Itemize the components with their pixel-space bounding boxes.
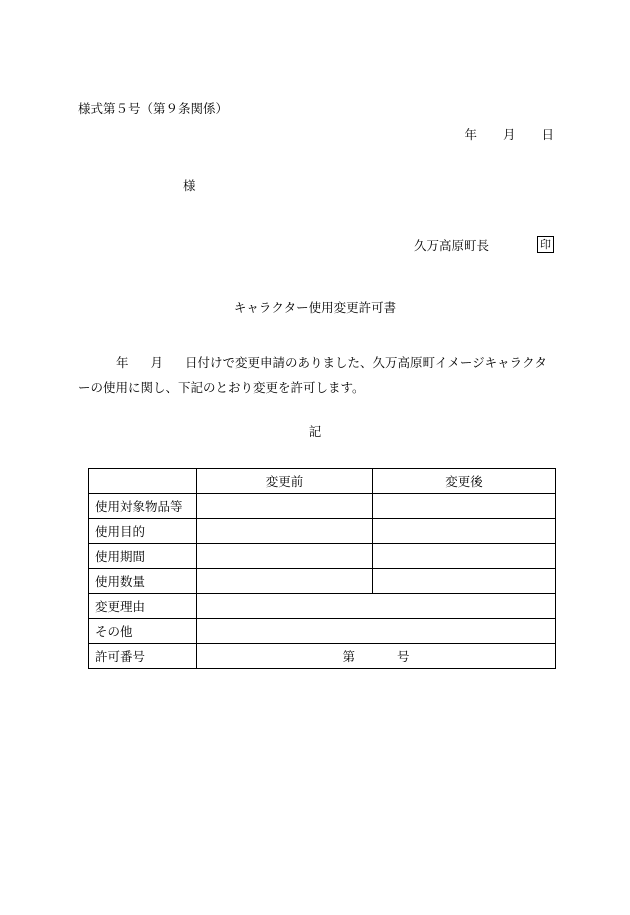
date-month: 月 [502,127,516,142]
row-label-period: 使用期間 [89,544,197,569]
table-row [89,519,556,544]
row-label-other: その他 [89,619,197,644]
body-year: 年 [116,355,129,370]
cell-after[interactable] [373,494,556,519]
row-label-reason: 変更理由 [89,594,197,619]
form-number: 様式第５号（第９条関係） [78,101,229,116]
cell-permit-number[interactable] [197,644,556,669]
table-row [89,619,556,644]
header-before: 変更前 [197,469,373,494]
table-header-row [89,469,556,494]
header-blank [89,469,197,494]
table-row [89,494,556,519]
cell-after[interactable] [373,569,556,594]
row-label-quantity: 使用数量 [89,569,197,594]
table-row [89,569,556,594]
issuer-name: 久万高原町長 [414,238,490,253]
ki-heading: 記 [308,424,322,439]
row-label-permit-number: 許可番号 [89,644,197,669]
cell-before[interactable] [197,544,373,569]
date-line [464,129,554,142]
cell-other[interactable] [197,619,556,644]
cell-before[interactable] [197,494,373,519]
cell-before[interactable] [197,519,373,544]
cell-reason[interactable] [197,594,556,619]
cell-after[interactable] [373,519,556,544]
header-after: 変更後 [373,469,556,494]
body-text [78,350,556,400]
row-label-items: 使用対象物品等 [89,494,197,519]
table-row [89,544,556,569]
cell-after[interactable] [373,544,556,569]
recipient-honorific: 様 [183,178,196,193]
table-row [89,594,556,619]
cell-before[interactable] [197,569,373,594]
body-sentence: 日付けで変更申請のありました、久万高原町イメージキャラクターの使用に関し、下記のとおり変更を許可します。 [78,355,547,395]
table-row [89,644,556,669]
row-label-purpose: 使用目的 [89,519,197,544]
body-month: 月 [150,355,164,370]
permit-suffix: 号 [397,649,410,664]
date-day: 日 [541,127,554,142]
permit-table [88,468,556,669]
document-title: キャラクター使用変更許可書 [233,300,397,315]
permit-prefix: 第 [342,649,355,664]
date-year: 年 [464,127,477,142]
seal-icon: 印 [537,236,554,253]
